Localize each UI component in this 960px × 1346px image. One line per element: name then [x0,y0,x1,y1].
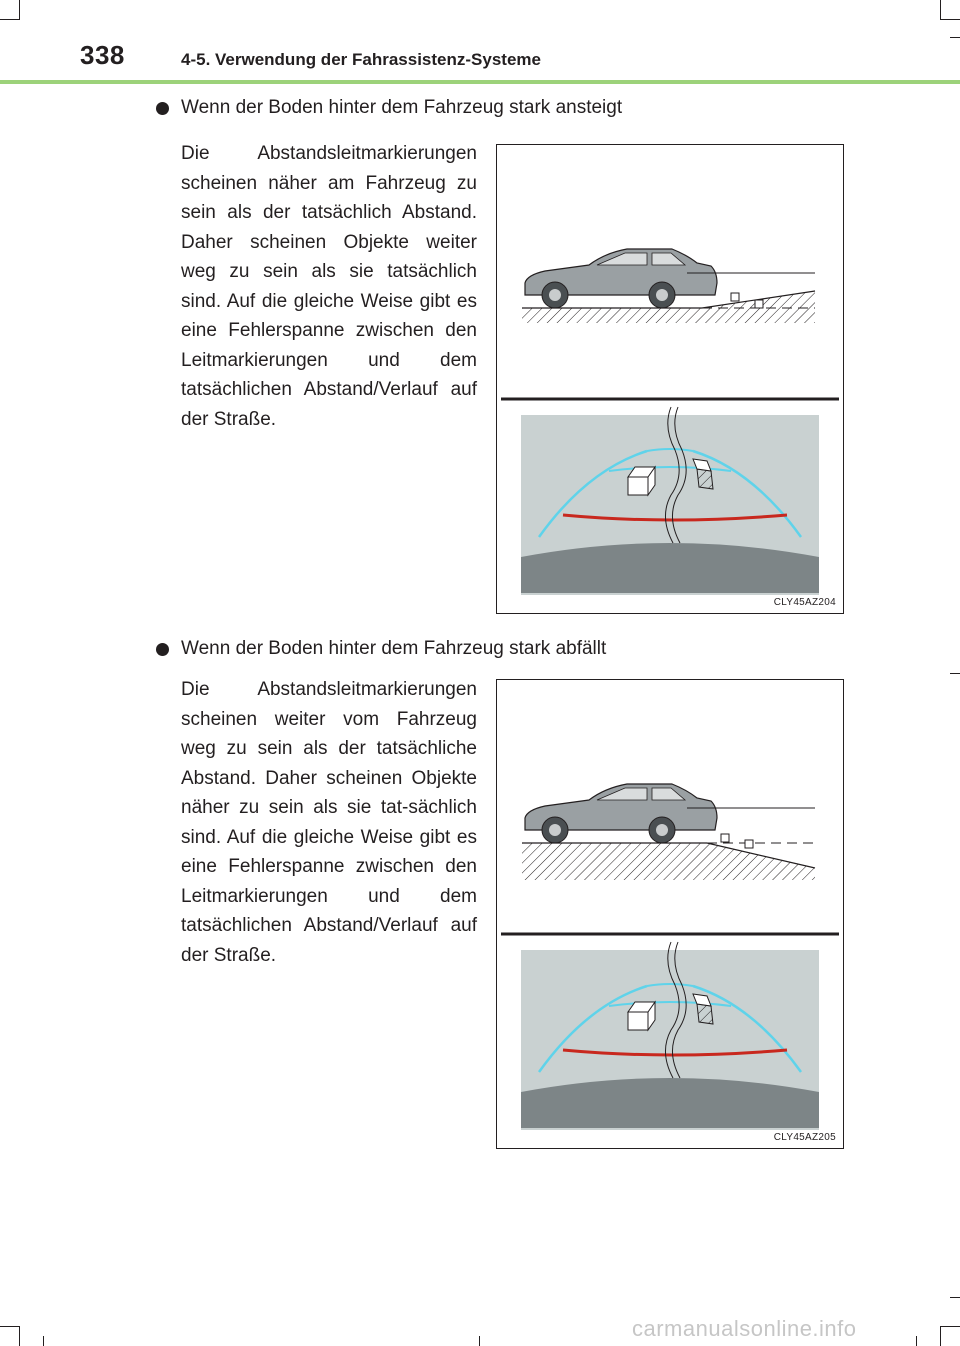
rear-camera-view-ascending [521,407,819,595]
bullet-icon [156,102,169,115]
crop-mark [19,0,20,20]
bullet-heading-descending: Wenn der Boden hinter dem Fahrzeug stark abfällt [181,638,607,659]
car-side-view-icon [525,784,717,843]
crop-mark [950,37,960,38]
crop-mark [950,1297,960,1298]
paragraph-descending: Die Abstandsleitmarkierungen scheinen weiter vom Fahrzeug weg zu sein als der tatsächliche Abstand. Daher scheinen Objekte näher zu sein als sie tat-sächlich sind. Auf die gleiche Weise gibt es eine Fehlerspanne zwischen den Leitmarkierungen und dem tatsächlichen Abstand/Verlauf auf der Straße. [181,679,477,966]
figure-code: CLY45AZ204 [773,597,836,608]
crop-mark [940,19,960,20]
figure-code: CLY45AZ205 [773,1132,836,1143]
footer-watermark: carmanualsonline.info [632,1316,857,1341]
crop-mark [916,1336,917,1346]
crop-mark [940,1326,941,1346]
crop-mark [940,0,941,20]
section-title: 4-5. Verwendung der Fahrassistenz-Systeme [181,50,541,69]
header-rule [0,80,960,84]
figure-descending-slope [496,679,844,1149]
crop-mark [0,1326,20,1327]
page-number: 338 [80,40,125,70]
figure-ascending-slope [496,144,844,614]
crop-mark [19,1326,20,1346]
crop-mark [950,673,960,674]
car-side-view-icon [525,249,717,308]
crop-mark [479,1336,480,1346]
crop-mark [0,19,20,20]
ascending-slope-illustration [497,145,845,615]
bullet-icon [156,643,169,656]
crop-mark [940,1326,960,1327]
descending-slope-illustration [497,680,845,1150]
paragraph-ascending: Die Abstandsleitmarkierungen scheinen näher am Fahrzeug zu sein als der tatsächlich Abstand. Daher scheinen Objekte weiter weg zu sein als sie tatsächlich sind. Auf die gleiche Weise gibt es eine Fehlerspanne zwischen den Leitmarkierungen und dem tatsächlichen Abstand/Verlauf auf der Straße. [181,143,477,430]
rear-camera-view-descending [521,942,819,1130]
crop-mark [43,1336,44,1346]
bullet-heading-ascending: Wenn der Boden hinter dem Fahrzeug stark ansteigt [181,97,623,118]
